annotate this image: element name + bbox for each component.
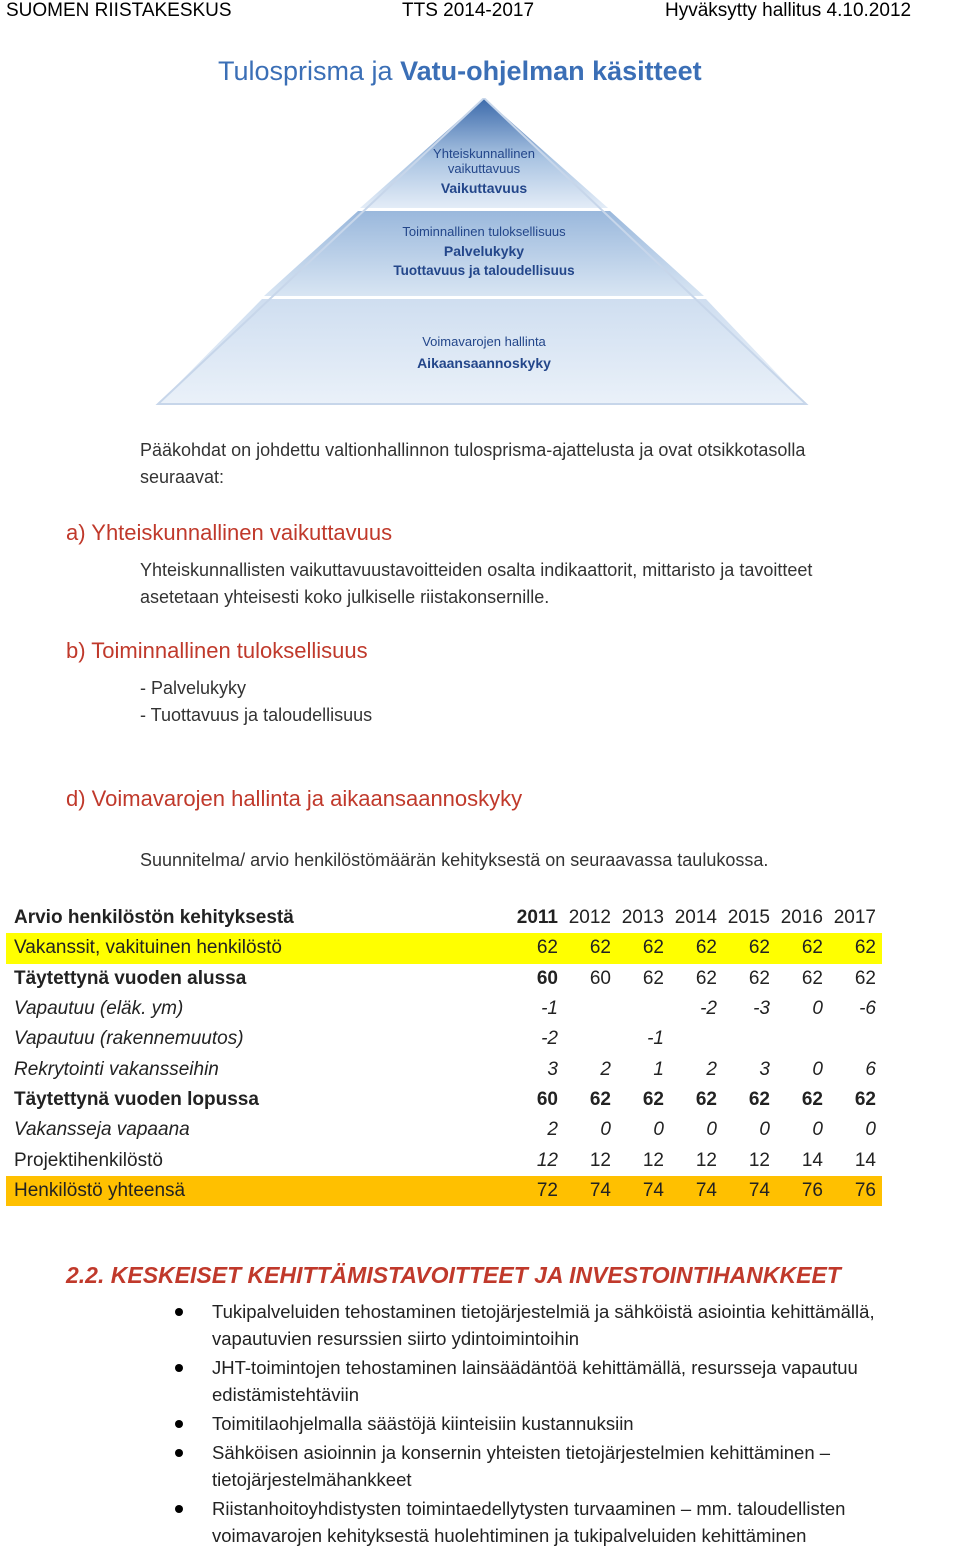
bullet-icon <box>175 1505 183 1513</box>
table-cell <box>829 1024 882 1054</box>
bullet-icon <box>175 1449 183 1457</box>
section-b-item1: - Palvelukyky <box>140 678 247 698</box>
table-cell: Vakansseja vapaana <box>14 1119 190 1141</box>
table-cell: 12 <box>748 1149 770 1171</box>
pyramid-mid-line1: Toiminnallinen tuloksellisuus <box>402 224 566 239</box>
table-cell: -3 <box>753 998 770 1020</box>
table-cell: 76 <box>829 1176 882 1206</box>
table-row <box>6 964 882 994</box>
table-header-row <box>6 903 882 933</box>
table-cell: 0 <box>759 1119 770 1141</box>
table-header-cell: 2013 <box>621 907 664 929</box>
pyramid-base-line1: Voimavarojen hallinta <box>422 334 546 349</box>
pyramid-base-line2: Aikaansaannoskyky <box>417 355 551 371</box>
table-cell <box>564 1024 617 1054</box>
table-header-cell: 2015 <box>727 907 770 929</box>
table-cell: -1 <box>647 1028 664 1050</box>
table-cell: 62 <box>695 1088 717 1110</box>
table-header-cell: 2012 <box>568 907 611 929</box>
table-cell: 62 <box>511 933 564 963</box>
section-b-item2: - Tuottavuus ja taloudellisuus <box>140 705 373 725</box>
pyramid-mid-line2: Palvelukyky <box>443 243 525 259</box>
table-cell <box>723 1024 776 1054</box>
table-cell: 74 <box>564 1176 617 1206</box>
table-cell <box>564 994 617 1024</box>
table-cell: 1 <box>653 1058 664 1080</box>
section-a-line1: Yhteiskunnallisten vaikuttavuustavoitteiden osalta indikaattorit, mittaristo ja tavoitteet <box>140 560 813 580</box>
list-item: JHT-toimintojen tehostaminen lainsäädäntöä kehittämällä, resursseja vapautuu edistämistehtäviin <box>0 1354 960 1408</box>
table-cell: Vakanssit, vakituinen henkilöstö <box>6 933 511 963</box>
table-cell: -6 <box>859 998 876 1020</box>
table-header-cell: 2017 <box>833 907 876 929</box>
table-cell: 12 <box>695 1149 717 1171</box>
table-cell: 74 <box>723 1176 776 1206</box>
table-cell <box>617 994 670 1024</box>
table-cell: 62 <box>617 933 670 963</box>
table-cell: 0 <box>865 1119 876 1141</box>
intro-line1: Pääkohdat on johdettu valtionhallinnon tulosprisma-ajattelusta ja ovat otsikkotasolla <box>140 440 806 460</box>
intro-line2: seuraavat: <box>140 467 225 487</box>
table-cell: 2 <box>547 1119 558 1141</box>
list-item: Sähköisen asioinnin ja konsernin yhteisten tietojärjestelmien kehittäminen – tietojärjestelmähankkeet <box>0 1439 960 1493</box>
table-cell: 62 <box>801 1088 823 1110</box>
table-header-cell: 2016 <box>780 907 823 929</box>
table-row <box>6 1085 882 1115</box>
table-cell: 62 <box>642 967 664 989</box>
table-cell: 60 <box>589 967 611 989</box>
table-cell: 14 <box>801 1149 823 1171</box>
pyramid-mid-line3: Tuottavuus ja taloudellisuus <box>393 263 575 278</box>
table-cell: 3 <box>759 1058 770 1080</box>
table-cell: 2 <box>706 1058 717 1080</box>
table-cell: 76 <box>776 1176 829 1206</box>
table-cell: 62 <box>564 933 617 963</box>
table-header-cell: 2011 <box>516 907 558 929</box>
table-cell: 2 <box>600 1058 611 1080</box>
pyramid-title: Tulosprisma ja Vatu-ohjelman käsitteet <box>218 56 702 86</box>
heading-section-d: d) Voimavarojen hallinta ja aikaansaannoskyky <box>66 786 523 811</box>
table-cell: 60 <box>536 967 558 989</box>
table-row <box>6 933 882 963</box>
table-row <box>6 1024 882 1054</box>
table-cell: 62 <box>723 933 776 963</box>
table-cell: 14 <box>854 1149 876 1171</box>
table-row <box>6 1176 882 1206</box>
table-cell: Projektihenkilöstö <box>14 1149 163 1171</box>
table-cell: 0 <box>812 1119 823 1141</box>
table-cell: 62 <box>589 1088 611 1110</box>
table-cell: 60 <box>536 1088 558 1110</box>
table-cell: 62 <box>748 1088 770 1110</box>
table-cell: Täytettynä vuoden lopussa <box>14 1088 259 1110</box>
table-cell: Vapautuu (eläk. ym) <box>14 998 184 1020</box>
table-cell: 12 <box>642 1149 664 1171</box>
table-cell: 62 <box>801 967 823 989</box>
header-approved: Hyväksytty hallitus 4.10.2012 <box>665 0 912 21</box>
development-goals-list <box>0 1298 960 1551</box>
table-row <box>6 994 882 1024</box>
page-header <box>0 0 960 26</box>
table-cell <box>670 1024 723 1054</box>
pyramid-top-line2: vaikuttavuus <box>447 161 521 176</box>
table-cell: -1 <box>541 998 558 1020</box>
table-cell: 74 <box>617 1176 670 1206</box>
table-cell: -2 <box>700 998 717 1020</box>
list-item: Riistanhoitoyhdistysten toimintaedellytysten turvaaminen – mm. taloudellisten voimavarojen kehityksestä huolehtiminen ja tukipalveluiden kehittäminen <box>0 1495 960 1549</box>
pyramid-base-tier <box>158 299 806 404</box>
table-cell <box>776 1024 829 1054</box>
heading-section-2-2: 2.2. KESKEISET KEHITTÄMISTAVOITTEET JA INVESTOINTIHANKKEET <box>66 1262 841 1288</box>
table-cell: 62 <box>748 967 770 989</box>
heading-section-a: a) Yhteiskunnallinen vaikuttavuus <box>66 520 393 545</box>
table-cell: 0 <box>706 1119 717 1141</box>
list-item: Tukipalveluiden tehostaminen tietojärjestelmiä ja sähköistä asiointia kehittämällä, vapautuvien resurssien siirto ydintoimintoihin <box>0 1298 960 1352</box>
table-cell: 62 <box>776 933 829 963</box>
table-cell: -2 <box>541 1028 558 1050</box>
table-cell: 12 <box>589 1149 611 1171</box>
table-cell: Henkilöstö yhteensä <box>6 1176 511 1206</box>
table-cell: 62 <box>829 933 882 963</box>
table-cell: Vapautuu (rakennemuutos) <box>14 1028 244 1050</box>
section-d-line: Suunnitelma/ arvio henkilöstömäärän kehityksestä on seuraavassa taulukossa. <box>140 850 769 870</box>
table-header-cell: 2014 <box>674 907 717 929</box>
table-cell: 72 <box>511 1176 564 1206</box>
table-cell: 3 <box>547 1058 558 1080</box>
bullet-icon <box>175 1420 183 1428</box>
table-cell: 74 <box>670 1176 723 1206</box>
section-a-line2: asetetaan yhteisesti koko julkiselle riistakonsernille. <box>140 587 550 607</box>
table-cell: 62 <box>670 933 723 963</box>
table-cell: Täytettynä vuoden alussa <box>14 967 247 989</box>
tulosprisma-pyramid <box>150 98 814 410</box>
header-doc: TTS 2014-2017 <box>402 0 535 21</box>
pyramid-top-line1: Yhteiskunnallinen <box>433 146 535 161</box>
table-cell: 62 <box>854 967 876 989</box>
table-cell: 12 <box>536 1149 558 1171</box>
header-org: SUOMEN RIISTAKESKUS <box>6 0 232 21</box>
table-cell: 0 <box>812 1058 823 1080</box>
table-cell: 62 <box>642 1088 664 1110</box>
bullet-icon <box>175 1364 183 1372</box>
table-cell: 62 <box>854 1088 876 1110</box>
bullet-icon <box>175 1308 183 1316</box>
list-item: Toimitilaohjelmalla säästöjä kiinteisiin kustannuksiin <box>0 1410 960 1437</box>
table-cell: Rekrytointi vakansseihin <box>14 1058 219 1080</box>
table-row <box>6 1054 882 1084</box>
table-cell: 6 <box>865 1058 876 1080</box>
table-cell: 0 <box>812 998 823 1020</box>
table-cell: 0 <box>600 1119 611 1141</box>
table-header-cell: Arvio henkilöstön kehityksestä <box>14 907 294 929</box>
table-row <box>6 1115 882 1145</box>
table-cell: 62 <box>695 967 717 989</box>
staff-estimate-table <box>6 903 882 1206</box>
table-cell: 0 <box>653 1119 664 1141</box>
table-row <box>6 1145 882 1175</box>
pyramid-top-line3: Vaikuttavuus <box>440 180 528 196</box>
heading-section-b: b) Toiminnallinen tuloksellisuus <box>66 638 368 663</box>
